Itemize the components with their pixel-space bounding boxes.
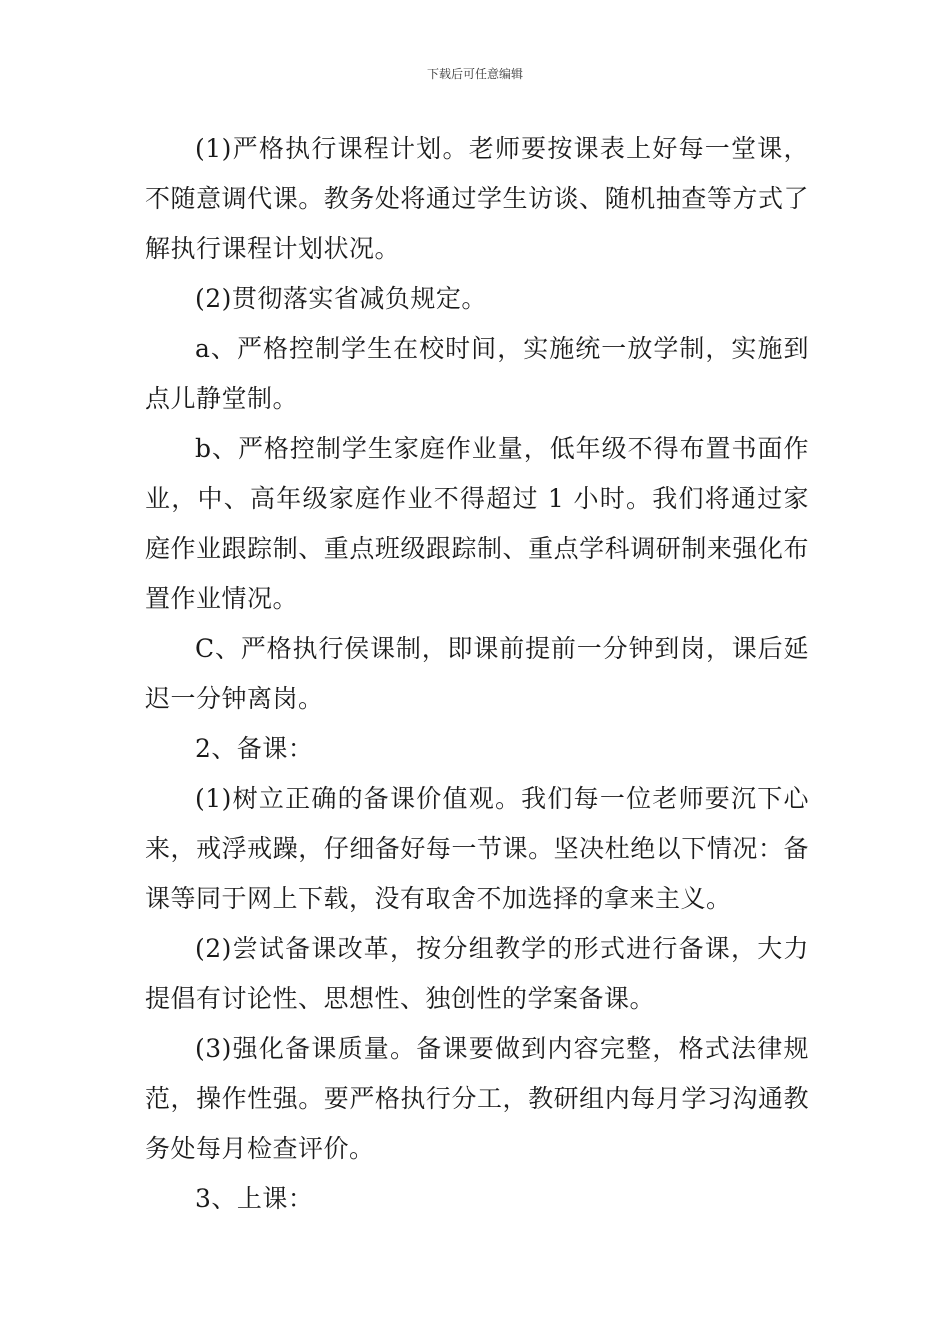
paragraph-reduce-burden: (2)贯彻落实省减负规定。 — [195, 284, 487, 313]
document-body — [145, 124, 809, 1224]
section-heading-lesson-prep: 2、备课： — [195, 734, 314, 763]
paragraph-prep-reform: (2)尝试备课改革，按分组教学的形式进行备课，大力提倡有讨论性、思想性、独创性的学案备课。 — [145, 934, 809, 1013]
paragraph-prep-values: (1)树立正确的备课价值观。我们每一位老师要沉下心来，戒浮戒躁，仔细备好每一节课。坚决杜绝以下情况：备课等同于网上下载，没有取舍不加选择的拿来主义。 — [145, 784, 809, 913]
section-heading-teaching: 3、上课： — [195, 1184, 314, 1213]
paragraph-item-a: a、严格控制学生在校时间，实施统一放学制，实施到点儿静堂制。 — [145, 334, 809, 413]
paragraph-course-plan: (1)严格执行课程计划。老师要按课表上好每一堂课，不随意调代课。教务处将通过学生访谈、随机抽查等方式了解执行课程计划状况。 — [145, 134, 809, 263]
paragraph-prep-quality: (3)强化备课质量。备课要做到内容完整，格式法律规范，操作性强。要严格执行分工，教研组内每月学习沟通教务处每月检查评价。 — [145, 1034, 809, 1163]
header-note: 下载后可任意编辑 — [426, 67, 523, 81]
paragraph-item-c: C、严格执行侯课制，即课前提前一分钟到岗，课后延迟一分钟离岗。 — [145, 634, 809, 713]
paragraph-item-b: b、严格控制学生家庭作业量，低年级不得布置书面作业，中、高年级家庭作业不得超过 1 小时。我们将通过家庭作业跟踪制、重点班级跟踪制、重点学科调研制来强化布置作业情况。 — [145, 434, 809, 613]
